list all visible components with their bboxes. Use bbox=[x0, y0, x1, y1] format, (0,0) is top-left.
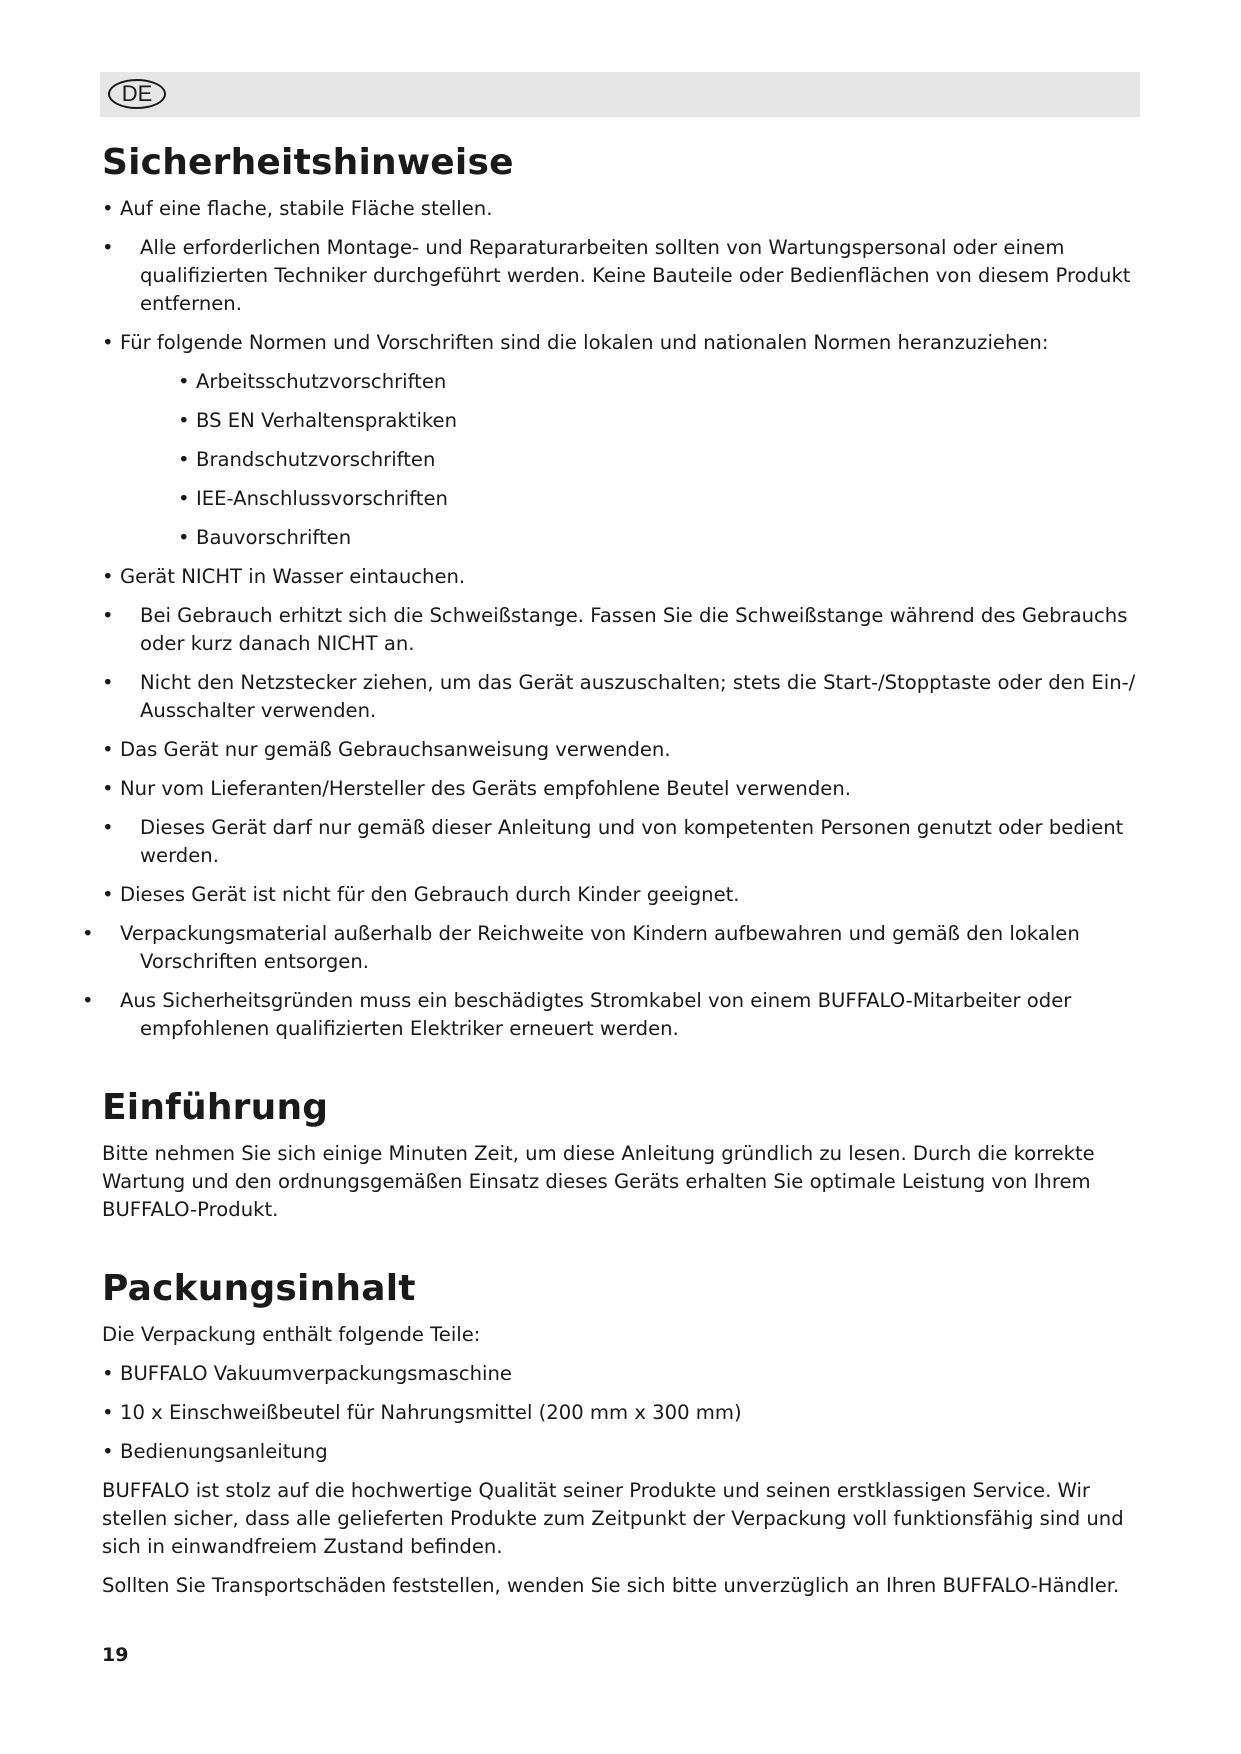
page-number: 19 bbox=[102, 1644, 129, 1666]
page-content bbox=[82, 137, 1147, 1611]
standards-list bbox=[102, 368, 1147, 552]
bullet-icon: • bbox=[102, 331, 114, 354]
quality-paragraph: BUFFALO ist stolz auf die hochwertige Qualität seiner Produkte und seinen erstklassigen Service. Wir stellen sicher, dass alle gelieferten Produkte zum Zeitpunkt der Verpackung voll funktionsfähig sind und sich in einwandfreiem Zustand befinden. bbox=[102, 1479, 1124, 1558]
safety-item: • Dieses Gerät darf nur gemäß dieser Anleitung und von kompetenten Personen genutzt oder bedient werden. bbox=[102, 816, 1124, 867]
safety-item: • Nur vom Lieferanten/Hersteller des Geräts empfohlene Beutel verwenden. bbox=[102, 775, 1147, 803]
contents-heading: Packungsinhalt bbox=[102, 1268, 416, 1309]
bullet-icon: • bbox=[102, 738, 114, 761]
safety-item: • Aus Sicherheitsgründen muss ein beschädigtes Stromkabel von einem BUFFALO-Mitarbeiter oder empfohlenen qualifizierten Elektriker erneuert werden. bbox=[82, 989, 1072, 1040]
bullet-icon: • bbox=[178, 487, 190, 510]
standard-item: • BS EN Verhaltenspraktiken bbox=[178, 407, 1147, 435]
standard-item: • Brandschutzvorschriften bbox=[178, 446, 1147, 474]
bullet-icon: • bbox=[102, 1440, 114, 1463]
contents-item: • Bedienungsanleitung bbox=[102, 1438, 1147, 1466]
standard-item: • Bauvorschriften bbox=[178, 524, 1147, 552]
bullet-icon: • bbox=[178, 448, 190, 471]
bullet-icon: • bbox=[102, 816, 114, 839]
contents-lead: Die Verpackung enthält folgende Teile: bbox=[102, 1323, 481, 1346]
section-spacer bbox=[102, 1054, 1147, 1082]
bullet-icon: • bbox=[102, 236, 114, 259]
safety-item: • Auf eine flache, stabile Fläche stellen. bbox=[102, 195, 1147, 223]
bullet-icon: • bbox=[178, 409, 190, 432]
bullet-icon: • bbox=[102, 565, 114, 588]
bullet-icon: • bbox=[102, 883, 114, 906]
safety-item: • Das Gerät nur gemäß Gebrauchsanweisung verwenden. bbox=[102, 736, 1147, 764]
safety-item: • Dieses Gerät ist nicht für den Gebrauch durch Kinder geeignet. bbox=[102, 881, 1147, 909]
bullet-icon: • bbox=[102, 777, 114, 800]
bullet-icon: • bbox=[102, 604, 114, 627]
bullet-icon: • bbox=[178, 526, 190, 549]
bullet-icon: • bbox=[102, 1401, 114, 1424]
bullet-icon: • bbox=[102, 1362, 114, 1385]
safety-item: • Nicht den Netzstecker ziehen, um das Gerät auszuschalten; stets die Start-/Stopptaste oder den Ein-/ Ausschalter verwenden. bbox=[102, 671, 1136, 722]
language-badge: DE bbox=[108, 79, 166, 109]
bullet-icon: • bbox=[102, 671, 114, 694]
intro-paragraph: Bitte nehmen Sie sich einige Minuten Zeit, um diese Anleitung gründlich zu lesen. Durch die korrekte Wartung und den ordnungsgemäßen Einsatz dieses Geräts erhalten Sie optimale Leistung von Ihrem BUFFALO-Produkt. bbox=[102, 1142, 1095, 1221]
intro-heading: Einführung bbox=[102, 1087, 329, 1128]
safety-item: • Alle erforderlichen Montage- und Reparaturarbeiten sollten von Wartungspersonal oder einem qualifizierten Techniker durchgeführt werden. Keine Bauteile oder Bedienflächen von diesem Produkt entfernen. bbox=[102, 236, 1131, 315]
bullet-icon: • bbox=[102, 197, 114, 220]
contents-item: • 10 x Einschweißbeutel für Nahrungsmittel (200 mm x 300 mm) bbox=[102, 1399, 1147, 1427]
damage-paragraph: Sollten Sie Transportschäden feststellen, wenden Sie sich bitte unverzüglich an Ihren BUFFALO-Händler. bbox=[102, 1574, 1120, 1597]
safety-item: • Gerät NICHT in Wasser eintauchen. bbox=[102, 563, 1147, 591]
safety-item: • Bei Gebrauch erhitzt sich die Schweißstange. Fassen Sie die Schweißstange während des Gebrauchs oder kurz danach NICHT an. bbox=[102, 604, 1128, 655]
section-spacer bbox=[102, 1235, 1147, 1263]
safety-item: • Für folgende Normen und Vorschriften sind die lokalen und nationalen Normen heranzuziehen: bbox=[102, 329, 1147, 357]
safety-item: • Verpackungsmaterial außerhalb der Reichweite von Kindern aufbewahren und gemäß den lokalen Vorschriften entsorgen. bbox=[82, 922, 1080, 973]
standard-item: • IEE-Anschlussvorschriften bbox=[178, 485, 1147, 513]
contents-item: • BUFFALO Vakuumverpackungsmaschine bbox=[102, 1360, 1147, 1388]
bullet-icon: • bbox=[178, 370, 190, 393]
safety-heading: Sicherheitshinweise bbox=[102, 142, 514, 183]
standard-item: • Arbeitsschutzvorschriften bbox=[178, 368, 1147, 396]
language-header-bar bbox=[100, 72, 1140, 117]
